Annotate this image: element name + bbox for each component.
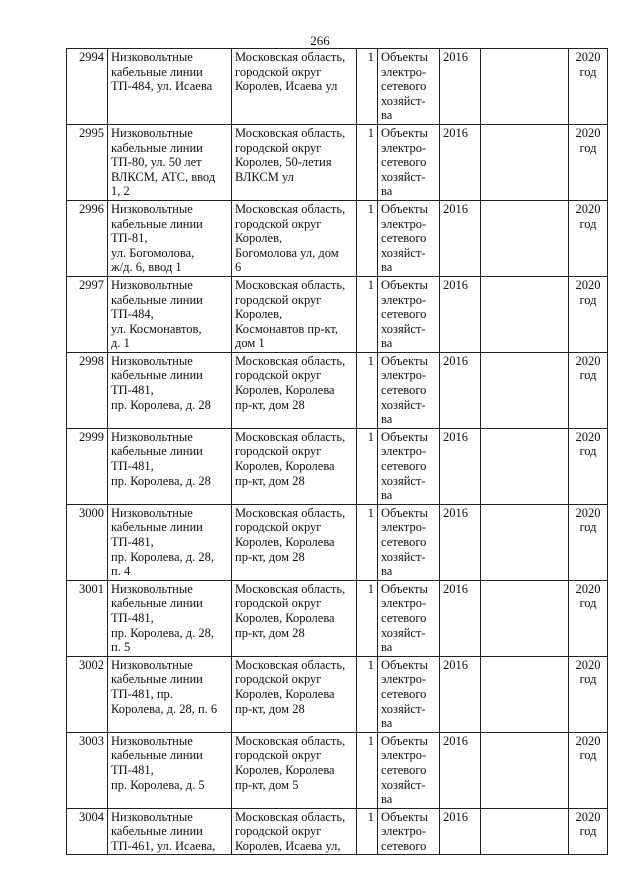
object-type <box>378 352 440 428</box>
object-term-text: 2020 год <box>575 353 601 383</box>
object-type <box>378 580 440 656</box>
row-number <box>67 428 108 504</box>
object-address-text: Московская область, городской округ Королев, Королева пр-кт, дом 28 <box>235 657 346 716</box>
object-term-text: 2020 год <box>575 733 601 763</box>
object-type-text: Объекты электро- сетевого хозяйст- ва <box>381 657 428 731</box>
object-address <box>232 276 357 352</box>
object-name <box>108 124 232 200</box>
object-year-text: 2016 <box>443 353 468 368</box>
object-type <box>378 732 440 808</box>
row-number <box>67 808 108 855</box>
object-type <box>378 808 440 855</box>
row-number <box>67 580 108 656</box>
object-quantity-text: 1 <box>367 50 374 64</box>
object-term <box>569 200 608 276</box>
object-term-text: 2020 год <box>575 429 601 459</box>
object-type-text: Объекты электро- сетевого хозяйст- ва <box>381 201 428 275</box>
object-year <box>440 732 481 808</box>
object-quantity-text: 1 <box>367 809 374 824</box>
object-name-text: Низковольтные кабельные линии ТП-484, ул. Космонавтов, д. 1 <box>111 277 203 351</box>
object-address-text: Московская область, городской округ Королев, Королева пр-кт, дом 28 <box>235 581 346 640</box>
object-term-text: 2020 год <box>575 505 601 535</box>
object-year-text: 2016 <box>443 429 468 444</box>
object-term-text: 2020 год <box>575 50 601 79</box>
object-quantity-text: 1 <box>367 657 374 672</box>
table-row <box>67 124 608 200</box>
object-year-text: 2016 <box>443 581 468 596</box>
object-address <box>232 124 357 200</box>
table-row <box>67 732 608 808</box>
object-name-text: Низковольтные кабельные линии ТП-481, пр. Королева, д. 5 <box>111 733 205 792</box>
object-quantity <box>357 504 378 580</box>
object-name-text: Низковольтные кабельные линии ТП-481, пр. Королева, д. 28, п. 5 <box>111 581 215 655</box>
object-type-text: Объекты электро- сетевого хозяйст- ва <box>381 581 428 655</box>
object-type-text: Объекты электро- сетевого хозяйст- ва <box>381 353 428 427</box>
object-term <box>569 49 608 125</box>
object-term-text: 2020 год <box>575 125 601 155</box>
object-year-text: 2016 <box>443 505 468 520</box>
object-address <box>232 49 357 125</box>
table-row <box>67 276 608 352</box>
table-row <box>67 200 608 276</box>
object-year-text: 2016 <box>443 657 468 672</box>
row-number-text: 3002 <box>79 657 104 672</box>
object-name <box>108 504 232 580</box>
row-number-text: 3001 <box>79 581 104 596</box>
object-address <box>232 808 357 855</box>
object-year-text: 2016 <box>443 277 468 292</box>
object-type-text: Объекты электро- сетевого хозяйст- ва <box>381 125 428 199</box>
table-row <box>67 428 608 504</box>
object-year <box>440 276 481 352</box>
object-name <box>108 49 232 125</box>
row-number-text: 3004 <box>79 809 104 824</box>
object-type <box>378 276 440 352</box>
object-name <box>108 428 232 504</box>
object-type <box>378 49 440 125</box>
object-quantity-text: 1 <box>367 201 374 216</box>
empty-cell <box>481 656 569 732</box>
row-number-text: 2995 <box>79 125 104 140</box>
object-term <box>569 276 608 352</box>
row-number <box>67 732 108 808</box>
table-row <box>67 656 608 732</box>
object-type-text: Объекты электро- сетевого хозяйст- ва <box>381 429 428 503</box>
object-year <box>440 200 481 276</box>
row-number-text: 3003 <box>79 733 104 748</box>
empty-cell <box>481 428 569 504</box>
object-type <box>378 124 440 200</box>
object-address-text: Московская область, городской округ Королев, 50-летия ВЛКСМ ул <box>235 125 346 184</box>
row-number <box>67 656 108 732</box>
object-address <box>232 352 357 428</box>
table-row <box>67 352 608 428</box>
row-number <box>67 276 108 352</box>
object-term <box>569 656 608 732</box>
object-name <box>108 580 232 656</box>
row-number <box>67 200 108 276</box>
object-address-text: Московская область, городской округ Королев, Королева пр-кт, дом 28 <box>235 429 346 488</box>
object-address-text: Московская область, городской округ Королев, Королева пр-кт, дом 5 <box>235 733 346 792</box>
object-year-text: 2016 <box>443 201 468 216</box>
object-name <box>108 276 232 352</box>
object-name <box>108 656 232 732</box>
object-year-text: 2016 <box>443 733 468 748</box>
object-type-text: Объекты электро- сетевого хозяйст- ва <box>381 50 428 123</box>
object-name-text: Низковольтные кабельные линии ТП-481, пр. Королева, д. 28, п. 6 <box>111 657 218 716</box>
row-number-text: 2997 <box>79 277 104 292</box>
object-type-text: Объекты электро- сетевого хозяйст- ва <box>381 277 428 351</box>
object-address <box>232 580 357 656</box>
row-number <box>67 124 108 200</box>
object-term <box>569 428 608 504</box>
object-name <box>108 732 232 808</box>
empty-cell <box>481 580 569 656</box>
object-name <box>108 352 232 428</box>
object-quantity <box>357 276 378 352</box>
object-quantity-text: 1 <box>367 733 374 748</box>
object-quantity-text: 1 <box>367 277 374 292</box>
object-name <box>108 200 232 276</box>
object-quantity-text: 1 <box>367 505 374 520</box>
page-number: 266 <box>310 33 330 48</box>
object-quantity <box>357 580 378 656</box>
object-name-text: Низковольтные кабельные линии ТП-481, пр. Королева, д. 28 <box>111 353 211 412</box>
object-address <box>232 732 357 808</box>
empty-cell <box>481 504 569 580</box>
object-quantity <box>357 808 378 855</box>
object-quantity <box>357 200 378 276</box>
object-term <box>569 580 608 656</box>
object-year-text: 2016 <box>443 125 468 140</box>
object-address-text: Московская область, городской округ Королев, Исаева ул, <box>235 809 346 853</box>
object-name-text: Низковольтные кабельные линии ТП-461, ул. Исаева, <box>111 809 216 853</box>
object-address <box>232 428 357 504</box>
object-term <box>569 124 608 200</box>
empty-cell <box>481 732 569 808</box>
row-number-text: 3000 <box>79 505 104 520</box>
object-name-text: Низковольтные кабельные линии ТП-484, ул. Исаева <box>111 50 213 94</box>
object-address <box>232 504 357 580</box>
empty-cell <box>481 200 569 276</box>
object-year-text: 2016 <box>443 50 468 64</box>
table-row <box>67 808 608 855</box>
object-year-text: 2016 <box>443 809 468 824</box>
empty-cell <box>481 124 569 200</box>
table-row <box>67 580 608 656</box>
row-number <box>67 352 108 428</box>
table-row <box>67 504 608 580</box>
table-row <box>67 49 608 125</box>
object-type <box>378 428 440 504</box>
object-address-text: Московская область, городской округ Королев, Королева пр-кт, дом 28 <box>235 353 346 412</box>
object-quantity-text: 1 <box>367 353 374 368</box>
object-term <box>569 504 608 580</box>
object-name-text: Низковольтные кабельные линии ТП-481, пр. Королева, д. 28 <box>111 429 211 488</box>
empty-cell <box>481 276 569 352</box>
object-quantity-text: 1 <box>367 429 374 444</box>
object-address <box>232 200 357 276</box>
empty-cell <box>481 808 569 855</box>
object-quantity <box>357 732 378 808</box>
object-quantity <box>357 656 378 732</box>
object-term <box>569 732 608 808</box>
registry-table <box>66 48 608 855</box>
object-year <box>440 580 481 656</box>
object-type-text: Объекты электро- сетевого хозяйст- ва <box>381 505 428 579</box>
object-term-text: 2020 год <box>575 581 601 611</box>
object-year <box>440 49 481 125</box>
row-number-text: 2998 <box>79 353 104 368</box>
object-address-text: Московская область, городской округ Королев, Королева пр-кт, дом 28 <box>235 505 346 564</box>
row-number-text: 2994 <box>79 50 104 64</box>
object-year <box>440 656 481 732</box>
object-name-text: Низковольтные кабельные линии ТП-81, ул. Богомолова, ж/д. 6, ввод 1 <box>111 201 203 275</box>
object-type-text: Объекты электро- сетевого хозяйст- ва <box>381 733 428 807</box>
object-address-text: Московская область, городской округ Королев, Богомолова ул, дом 6 <box>235 201 346 275</box>
object-term-text: 2020 год <box>575 277 601 307</box>
object-type <box>378 504 440 580</box>
object-address-text: Московская область, городской округ Королев, Исаева ул <box>235 50 346 94</box>
object-type-text: Объекты электро- сетевого <box>381 809 428 853</box>
object-year <box>440 808 481 855</box>
object-year <box>440 428 481 504</box>
object-term-text: 2020 год <box>575 201 601 231</box>
row-number-text: 2996 <box>79 201 104 216</box>
empty-cell <box>481 49 569 125</box>
object-quantity <box>357 49 378 125</box>
object-term-text: 2020 год <box>575 809 601 839</box>
object-name-text: Низковольтные кабельные линии ТП-481, пр. Королева, д. 28, п. 4 <box>111 505 215 579</box>
object-name <box>108 808 232 855</box>
object-year <box>440 124 481 200</box>
object-quantity <box>357 124 378 200</box>
object-address <box>232 656 357 732</box>
object-term <box>569 808 608 855</box>
object-quantity <box>357 352 378 428</box>
row-number <box>67 49 108 125</box>
row-number <box>67 504 108 580</box>
object-year <box>440 352 481 428</box>
empty-cell <box>481 352 569 428</box>
object-address-text: Московская область, городской округ Королев, Космонавтов пр-кт, дом 1 <box>235 277 346 351</box>
object-term-text: 2020 год <box>575 657 601 687</box>
object-term <box>569 352 608 428</box>
object-name-text: Низковольтные кабельные линии ТП-80, ул. 50 лет ВЛКСМ, АТС, ввод 1, 2 <box>111 125 216 199</box>
object-year <box>440 504 481 580</box>
object-quantity <box>357 428 378 504</box>
object-quantity-text: 1 <box>367 581 374 596</box>
object-type <box>378 656 440 732</box>
row-number-text: 2999 <box>79 429 104 444</box>
object-quantity-text: 1 <box>367 125 374 140</box>
object-type <box>378 200 440 276</box>
